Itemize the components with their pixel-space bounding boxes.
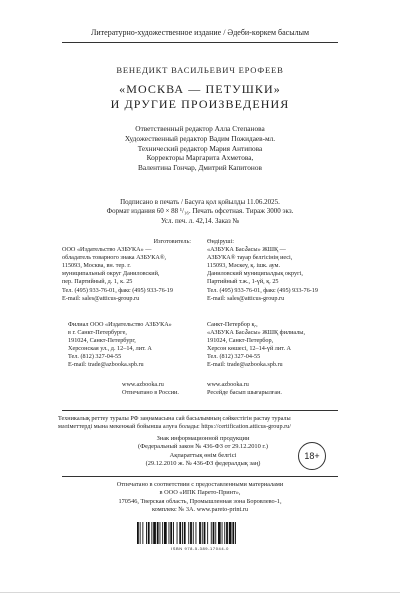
tech-regulation [58,415,348,431]
info-sign-block [74,435,332,469]
barcode-bar [188,522,189,544]
publisher-ru-label: Изготовитель: [153,238,191,245]
lower-rule [62,476,338,477]
editor-line: Валентина Гончар, Дмитрий Капитонов [138,163,262,173]
branch-ru-email: E-mail: trade@azbooka.spb.ru [68,361,144,369]
branch-kz-line: «АЗБУКА Басპасы» ЖШҚ филиалы, [207,329,305,337]
publisher-kz-line: АЗБУКА® тауар белгісінің иесі, [207,254,293,262]
barcode-bar [169,522,170,544]
branch-ru-line: Херсонская ул., д. 12–14, лит. А [68,345,152,353]
printer-line: в ООО «ИПК Парето-Принт», [159,489,241,497]
barcode-bar [170,522,172,544]
barcode [135,522,273,544]
barcode-bar [160,522,161,544]
publisher-ru-line: обладатель товарного знака АЗБУКА®, [62,254,167,262]
barcode-bar [213,522,215,544]
branch-kz-line: 191024, Санкт-Петербор, [207,337,274,345]
tech-line: Техникалық реттеу туралы РФ заңнамасына сай басылымның сәйкестігін растау туралы [58,415,291,422]
publisher-ru [62,238,195,303]
print-line: Подписано в печать / Басуға қол қойылды 11.06.2025. [120,198,280,206]
branch-kz-line: Санкт-Петербор қ., [207,321,258,328]
printer-line: Отпечатано в соответствии с предоставленными материалами [116,481,284,488]
edition-type: Литературно-художественное издание / Әдеби-көркем басылым [90,28,310,37]
publisher-ru-email: E-mail: sales@atticus-group.ru [62,294,140,302]
print-line: Усл. печ. л. 42,14. Заказ № [160,216,240,225]
sign-line: (29.12.2010 ж. № 436-ФЗ федералдық заң) [145,460,261,468]
barcode-bar [193,522,194,544]
barcode-bar [184,522,186,544]
printed-country-kz: Ресейде басып шығарылған. [207,389,282,397]
editor-line: Корректоры Маргарита Ахметова, [146,153,254,163]
sign-line: (Федеральный закон № 436-ФЗ от 29.12.2010 г.) [137,443,269,451]
barcode-bar [202,522,203,544]
tech-line: мәліметтерді мына мекенжай бойынша алуға болады: https://certification.atticus-group.ru/ [58,423,291,431]
site-kz [207,381,342,397]
page-bottom-edge [0,592,400,593]
publisher-ru-line: ООО «Издательство АЗБУКА» — [62,246,152,254]
publisher-kz-label: Өндіруші: [207,238,234,245]
editors-block [0,124,400,173]
barcode-bar [222,522,223,544]
age-rating-badge: 18+ [298,442,326,470]
barcode-bar [226,522,228,544]
branch-kz-line: Тел. (812) 327-04-55 [207,353,261,361]
barcode-bar [157,522,159,544]
barcode-bar [140,522,141,544]
barcode-bar [137,522,139,544]
barcode-bar [190,522,192,544]
branch-ru-line: Филиал ООО «Издательство АЗБУКА» [68,321,172,328]
branch-ru [62,321,201,370]
barcode-bar [204,522,206,544]
website-ru: www.azbooka.ru [122,381,164,388]
branch-kz [207,321,342,370]
publisher-kz-line: Даниловский муниципалдық округі, [207,270,303,278]
printer-line: комплекс № 3А. www.pareto-print.ru [151,506,249,514]
barcode-bar [232,522,234,544]
barcode-bar [164,522,167,544]
barcode-bar [196,522,197,544]
barcode-bar [179,522,181,544]
sign-line: Ақпараттық өнім белгісі [169,451,237,459]
barcode-bar [153,522,156,544]
print-info-block [0,198,400,226]
barcode-bar [218,522,221,544]
barcode-bar [235,522,236,544]
book-title: «МОСКВА — ПЕТУШКИ» [119,82,281,96]
publisher-kz-line: Партийный т.ж., 1-үй, қ. 25 [207,278,279,286]
publisher-ru-line: Тел. (495) 933-76-01, факс (495) 933-76-19 [62,286,173,294]
branch-kz-email: E-mail: trade@azbooka.spb.ru [207,361,283,369]
top-rule [62,42,338,43]
sign-line: Знак информационной продукции [156,435,250,442]
barcode-bar [207,522,208,544]
branch-ru-line: 191024, Санкт-Петербург, [68,337,136,345]
branch-ru-line: Тел. (812) 327-04-55 [68,353,122,361]
branch-ru-line: в г. Санкт-Петербурге, [68,329,127,337]
barcode-bar [173,522,174,544]
publisher-ru-line: 115093, Москва, вн. тер. г. [62,262,131,270]
barcode-bar [182,522,183,544]
barcode-bar [162,522,163,544]
barcode-bar [146,522,147,544]
publisher-kz [207,238,342,303]
printer-block [0,481,400,515]
barcode-bar [229,522,232,544]
barcode-bar [224,522,225,544]
barcode-bar [211,522,212,544]
print-line: Формат издания 60 × 88 ¹/₁₆. Печать офсетная. Тираж 3000 экз. [106,207,294,216]
publisher-kz-line: «АЗБУКА Басპасы» ЖШҚ — [207,246,286,254]
barcode-bar [142,522,143,544]
book-subtitle: И ДРУГИЕ ПРОИЗВЕДЕНИЯ [110,97,290,111]
branch-kz-line: Херсон көшесі, 12–14-үй лит. А [207,345,292,353]
middle-rule [62,410,338,411]
publisher-kz-email: E-mail: sales@atticus-group.ru [207,294,285,302]
barcode-bar [151,522,152,544]
editor-line: Ответственный редактор Алла Степанова [135,124,265,133]
editor-line: Художественный редактор Вадим Пожидаев-мл. [124,133,276,143]
printer-line: 170546, Тверская область, Промышленная зона Боровлево-1, [118,497,282,505]
barcode-bar [148,522,150,544]
author-name: ВЕНЕДИКТ ВАСИЛЬЕВИЧ ЕРОФЕЕВ [116,65,284,75]
barcode-bar [177,522,178,544]
editor-line: Технический редактор Мария Антипова [137,143,263,153]
publisher-kz-line: 115093, Мәскеу, қ. ішк. аум. [207,262,281,270]
printed-country-ru: Отпечатано в России. [122,389,179,397]
publisher-ru-line: муниципальный округ Даниловский, [62,270,160,278]
website-kz: www.azbooka.ru [207,381,249,388]
barcode-bar [215,522,216,544]
barcode-bar [199,522,201,544]
isbn-text: ISBN 978-5-389-17044-0 [171,546,229,551]
publisher-kz-line: Тел. (495) 933-76-01, факс (495) 933-76-19 [207,286,318,294]
publisher-ru-line: пер. Партийный, д. 1, к. 25 [62,278,133,286]
